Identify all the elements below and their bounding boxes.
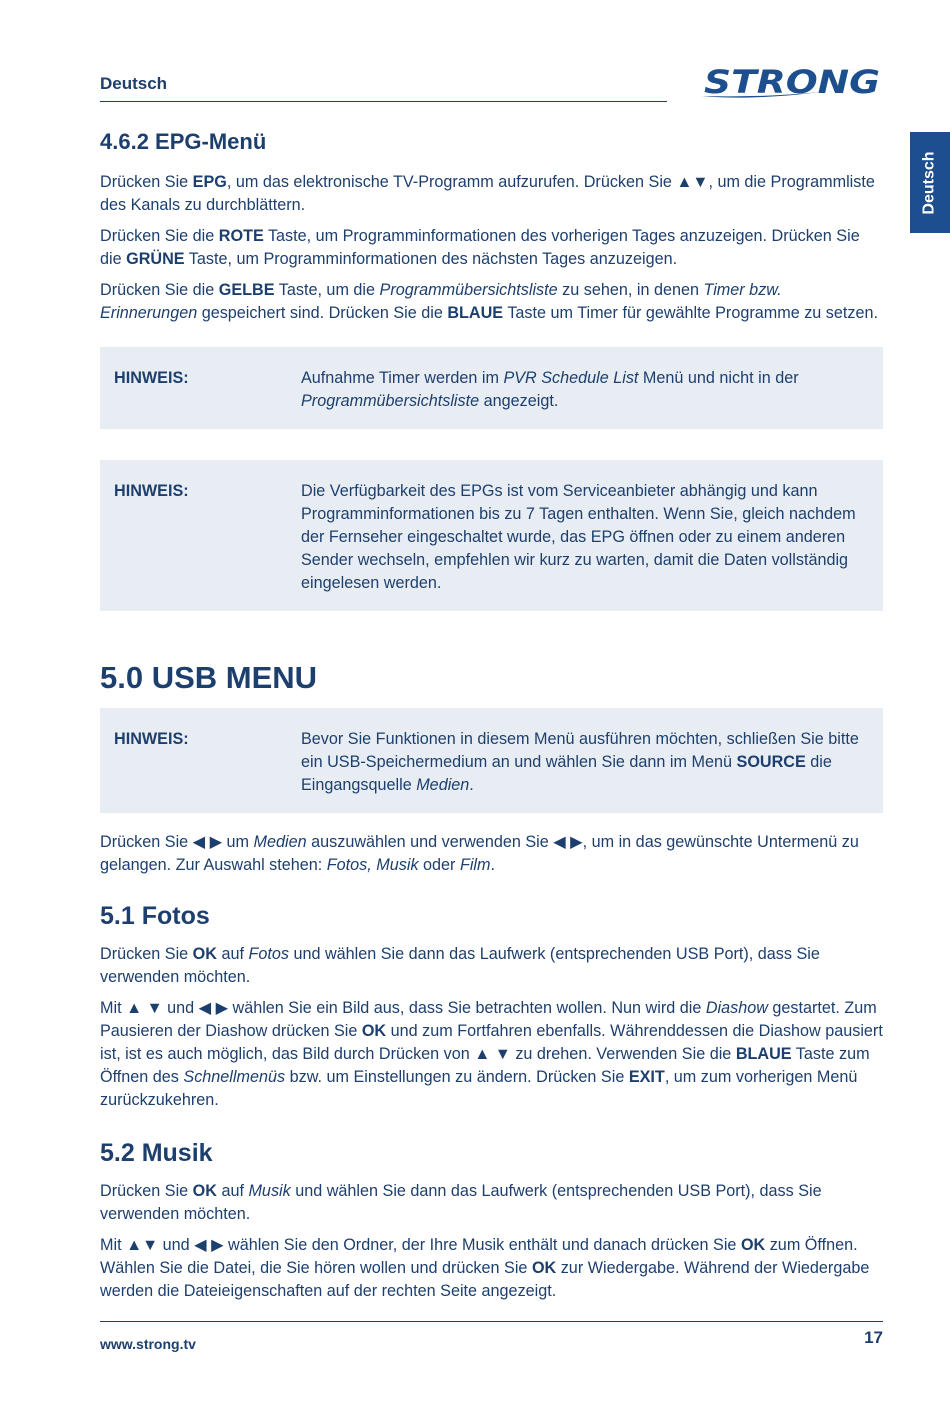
epg-paragraph-3: Drücken Sie die GELBE Taste, um die Programmübersichtsliste zu sehen, in denen Timer bzw. Erinnerungen gespeichert sind. Drücken Sie die BLAUE Taste um Timer für gewählte Programme zu setzen. xyxy=(100,280,878,322)
note-text: Die Verfügbarkeit des EPGs ist vom Serviceanbieter abhängig und kann Programminformationen bis zu 7 Tagen enthalten. Wenn Sie, gleich nachdem der Fernseher eingeschaltet wurde, das EPG öffnen oder zu einem anderen Sender wechseln, empfehlen wir kurz zu warten, damit die Daten vollständig eingelesen werden. xyxy=(301,481,856,592)
fotos-paragraph-2: Mit ▲ ▼ und ◀ ▶ wählen Sie ein Bild aus, dass Sie betrachten wollen. Nun wird die Diashow gestartet. Zum Pausieren der Diashow drücken Sie OK und zum Fortfahren ebenfalls. Währenddessen die Diashow pausiert ist, ist es auch möglich, das Bild durch Drücken von ▲ ▼ zu drehen. Verwenden Sie die BLAUE Taste zum Öffnen des Schnellmenüs bzw. um Einstellungen zu ändern. Drücken Sie EXIT, um zum vorherigen Menü zurückzukehren. xyxy=(100,998,883,1109)
heading-usb-menu: 5.0 USB MENU xyxy=(100,659,318,695)
fotos-paragraph-1: Drücken Sie OK auf Fotos und wählen Sie dann das Laufwerk (entsprechenden USB Port), dass Sie verwenden möchten. xyxy=(100,944,820,986)
page-content xyxy=(100,128,883,1311)
footer-divider xyxy=(100,1321,883,1322)
side-language-tab xyxy=(910,132,950,233)
strong-logo xyxy=(700,62,884,102)
usb-paragraph-1: Drücken Sie ◀ ▶ um Medien auszuwählen und verwenden Sie ◀ ▶, um in das gewünschte Untermenü zu gelangen. Zur Auswahl stehen: Fotos, Musik oder Film. xyxy=(100,832,859,874)
note-box-pvr xyxy=(100,347,883,429)
heading-musik: 5.2 Musik xyxy=(100,1138,213,1167)
epg-paragraph-2: Drücken Sie die ROTE Taste, um Programminformationen des vorherigen Tages anzuzeigen. Drücken Sie die GRÜNE Taste, um Programminformationen des nächsten Tages anzuzeigen. xyxy=(100,226,860,268)
header-divider xyxy=(100,101,667,102)
note-label: HINWEIS: xyxy=(114,368,189,387)
musik-paragraph-1: Drücken Sie OK auf Musik und wählen Sie dann das Laufwerk (entsprechenden USB Port), dass Sie verwenden möchten. xyxy=(100,1181,822,1223)
musik-paragraph-2: Mit ▲▼ und ◀ ▶ wählen Sie den Ordner, der Ihre Musik enthält und danach drücken Sie OK zum Öffnen. Wählen Sie die Datei, die Sie hören wollen und drücken Sie OK zur Wiedergabe. Während der Wiedergabe werden die Dateieigenschaften auf der rechten Seite angezeigt. xyxy=(100,1235,870,1300)
footer-url: www.strong.tv xyxy=(100,1336,196,1352)
note-box-epg-availability xyxy=(100,460,883,611)
note-text: Bevor Sie Funktionen in diesem Menü ausführen möchten, schließen Sie bitte ein USB-Speichermedium an und wählen Sie dann im Menü SOURCE die Eingangsquelle Medien. xyxy=(301,729,859,794)
note-text: Aufnahme Timer werden im PVR Schedule List Menü und nicht in der Programmübersichtsliste angezeigt. xyxy=(301,368,799,410)
side-tab-label: Deutsch xyxy=(921,150,938,215)
heading-epg-menu: 4.6.2 EPG-Menü xyxy=(100,129,267,154)
heading-fotos: 5.1 Fotos xyxy=(100,901,210,930)
header-language: Deutsch xyxy=(100,74,168,93)
logo-text: STRONG xyxy=(704,63,880,101)
note-box-usb xyxy=(100,708,883,813)
epg-paragraph-1: Drücken Sie EPG, um das elektronische TV-Programm aufzurufen. Drücken Sie ▲▼, um die Programmliste des Kanals zu durchblättern. xyxy=(100,172,875,214)
page-number: 17 xyxy=(864,1328,883,1347)
note-label: HINWEIS: xyxy=(114,481,189,500)
note-label: HINWEIS: xyxy=(114,729,189,748)
